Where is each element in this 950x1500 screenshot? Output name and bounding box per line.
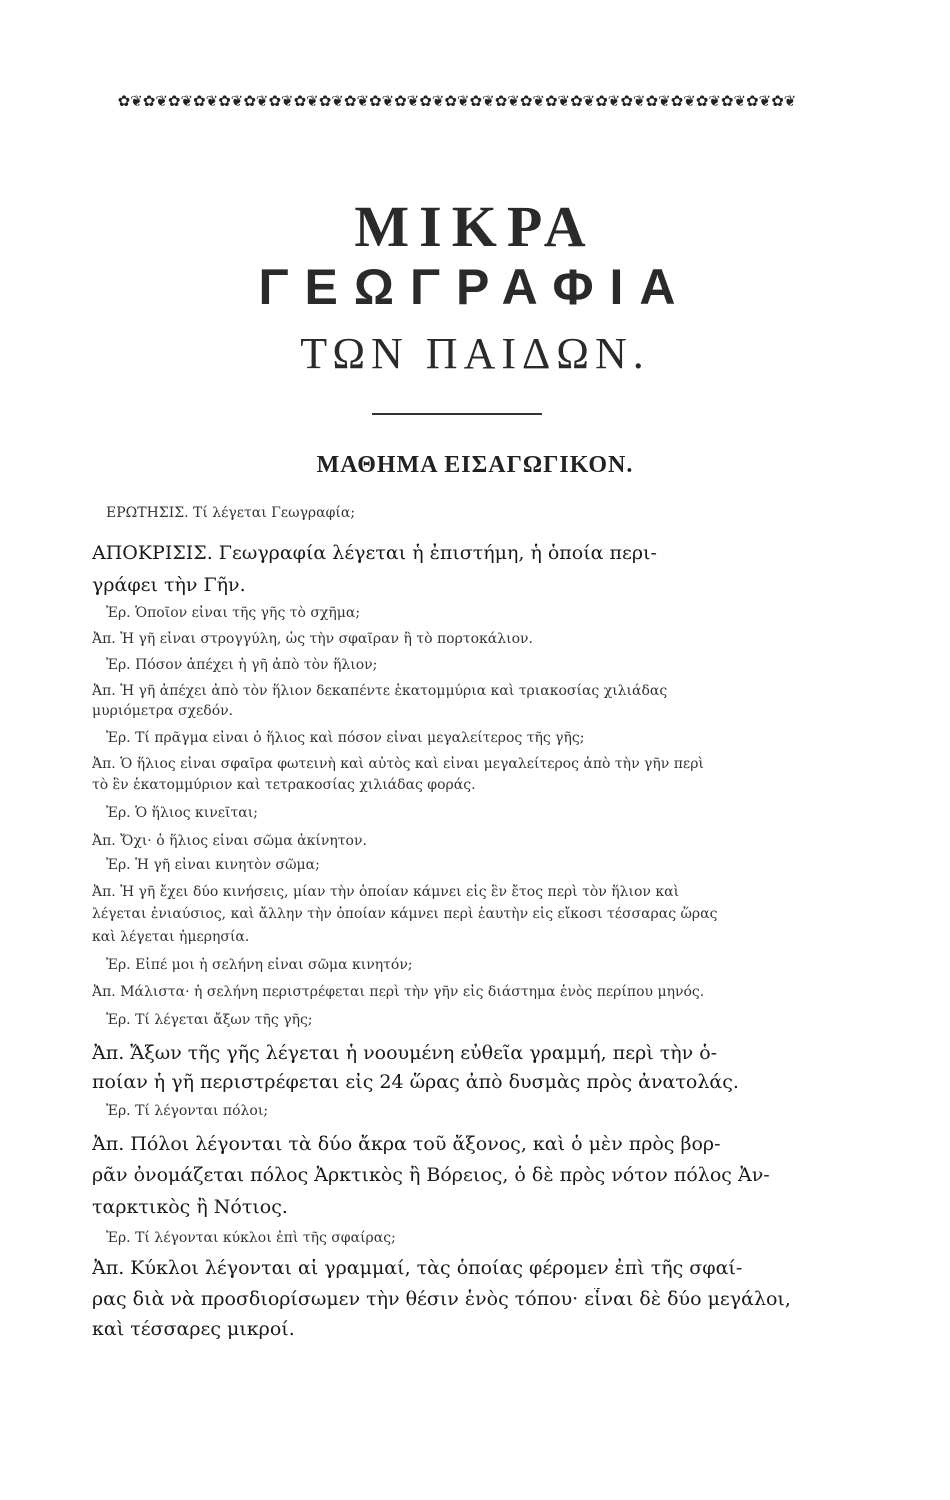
lesson-heading: ΜΑΘΗΜΑ ΕΙΣΑΓΩΓΙΚΟΝ. bbox=[316, 452, 634, 478]
text-line: Ἀπ. Μάλιστα· ἡ σελήνη περιστρέφεται περὶ τὴν γῆν εἰς διάστημα ἑνὸς περίπου μηνός. bbox=[92, 984, 705, 1000]
text-line: καὶ λέγεται ἡμερησία. bbox=[92, 929, 250, 945]
text-line: ΕΡΩΤΗΣΙΣ. Τί λέγεται Γεωγραφία; bbox=[106, 505, 356, 521]
title-line-2: ΓΕΩΓΡΑΦΙΑ bbox=[258, 259, 692, 315]
text-line: ρας διὰ νὰ προσδιορίσωμεν τὴν θέσιν ἑνὸς τόπου· εἶναι δὲ δύο μεγάλοι, bbox=[92, 1288, 791, 1310]
title-divider bbox=[372, 413, 542, 415]
text-line: καὶ τέσσαρες μικροί. bbox=[92, 1318, 295, 1340]
text-line: Ἀπ. Κύκλοι λέγονται αἱ γραμμαί, τὰς ὁποίας φέρομεν ἐπὶ τῆς σφαί- bbox=[92, 1257, 743, 1279]
text-line: ποίαν ἡ γῆ περιστρέφεται εἰς 24 ὥρας ἀπὸ δυσμὰς πρὸς ἀνατολάς. bbox=[92, 1071, 739, 1093]
text-line: Ἐρ. Τί λέγονται κύκλοι ἐπὶ τῆς σφαίρας; bbox=[106, 1230, 396, 1246]
text-line: Ἀπ. Ὄχι· ὁ ἥλιος εἶναι σῶμα ἀκίνητον. bbox=[92, 833, 367, 849]
text-line: Ἐρ. Τί πρᾶγμα εἶναι ὁ ἥλιος καὶ πόσον εἶναι μεγαλείτερος τῆς γῆς; bbox=[106, 730, 585, 746]
text-line: Ἐρ. Τί λέγονται πόλοι; bbox=[106, 1103, 269, 1119]
text-line: Ἀπ. Ἡ γῆ ἔχει δύο κινήσεις, μίαν τὴν ὁποίαν κάμνει εἰς ἓν ἔτος περὶ τὸν ἥλιον καὶ bbox=[92, 884, 680, 900]
text-line: Ἐρ. Ὁ ἥλιος κινεῖται; bbox=[106, 805, 258, 821]
text-line: γράφει τὴν Γῆν. bbox=[92, 574, 246, 596]
text-line: λέγεται ἐνιαύσιος, καὶ ἄλλην τὴν ὁποίαν κάμνει περὶ ἑαυτὴν εἰς εἴκοσι τέσσαρας ὥρας bbox=[92, 906, 718, 922]
title-line-3: ΤΩΝ ΠΑΙΔΩΝ. bbox=[300, 329, 650, 378]
text-line: Ἀπ. Ἡ γῆ εἶναι στρογγύλη, ὡς τὴν σφαῖραν ἢ τὸ πορτοκάλιον. bbox=[92, 631, 533, 647]
text-line: τὸ ἓν ἑκατομμύριον καὶ τετρακοσίας χιλιάδας φοράς. bbox=[92, 777, 476, 793]
ornamental-border: ✿❦✿❦✿❦✿❦✿❦✿❦✿❦✿❦✿❦✿❦✿❦✿❦✿❦✿❦✿❦✿❦✿❦✿❦✿❦✿❦✿❦✿❦✿❦✿❦✿❦✿❦✿❦ bbox=[117, 92, 797, 110]
text-line: ΑΠΟΚΡΙΣΙΣ. Γεωγραφία λέγεται ἡ ἐπιστήμη, ἡ ὁποία περι- bbox=[92, 542, 657, 564]
text-line: Ἀπ. Ἡ γῆ ἀπέχει ἀπὸ τὸν ἥλιον δεκαπέντε ἑκατομμύρια καὶ τριακοσίας χιλιάδας bbox=[92, 683, 668, 699]
text-line: Ἐρ. Ὁποῖον εἶναι τῆς γῆς τὸ σχῆμα; bbox=[106, 605, 361, 621]
text-line: Ἐρ. Ἡ γῆ εἶναι κινητὸν σῶμα; bbox=[106, 857, 320, 873]
text-line: Ἀπ. Ἄξων τῆς γῆς λέγεται ἡ νοουμένη εὐθεῖα γραμμή, περὶ τὴν ὁ- bbox=[92, 1042, 718, 1064]
text-line: μυριόμετρα σχεδόν. bbox=[92, 703, 234, 719]
text-line: Ἀπ. Ὁ ἥλιος εἶναι σφαῖρα φωτεινὴ καὶ αὐτὸς καὶ εἶναι μεγαλείτερος ἀπὸ τὴν γῆν περὶ bbox=[92, 756, 704, 772]
text-line: Ἐρ. Πόσον ἀπέχει ἡ γῆ ἀπὸ τὸν ἥλιον; bbox=[106, 657, 378, 673]
title-line-1: ΜΙΚΡΑ bbox=[354, 194, 596, 259]
text-line: ταρκτικὸς ἢ Νότιος. bbox=[92, 1196, 288, 1218]
text-line: ρᾶν ὀνομάζεται πόλος Ἀρκτικὸς ἢ Βόρειος, ὁ δὲ πρὸς νότον πόλος Ἀν- bbox=[92, 1164, 770, 1186]
text-line: Ἐρ. Εἰπέ μοι ἡ σελήνη εἶναι σῶμα κινητόν; bbox=[106, 957, 413, 973]
text-line: Ἐρ. Τί λέγεται ἄξων τῆς γῆς; bbox=[106, 1012, 313, 1028]
text-line: Ἀπ. Πόλοι λέγονται τὰ δύο ἄκρα τοῦ ἄξονος, καὶ ὁ μὲν πρὸς βορ- bbox=[92, 1133, 721, 1155]
